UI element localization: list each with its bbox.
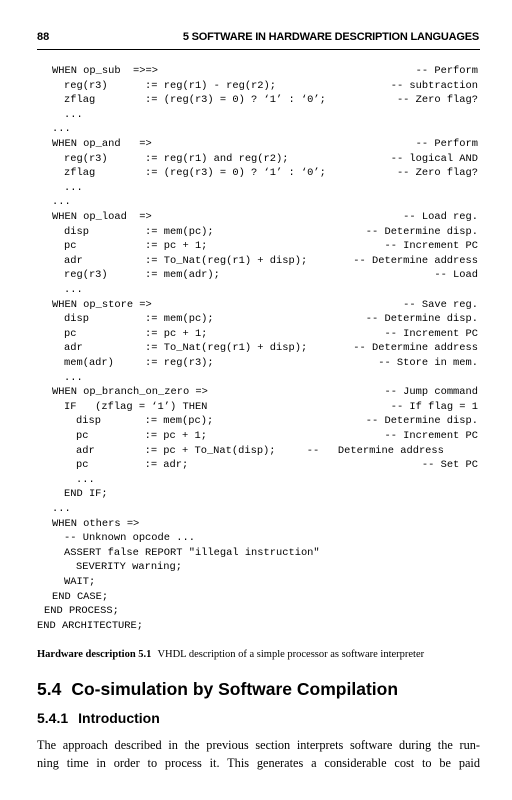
code-line bbox=[0, 268, 512, 283]
section-heading bbox=[37, 679, 398, 700]
code-statement: zflag := (reg(r3) = 0) ? ‘1’ : ‘0’; bbox=[64, 94, 326, 107]
code-line bbox=[0, 152, 512, 167]
code-statement: WHEN op_and => bbox=[52, 138, 152, 150]
code-statement: ... bbox=[64, 181, 83, 194]
code-statement: WHEN others => bbox=[52, 517, 140, 530]
code-line bbox=[0, 575, 512, 590]
code-line bbox=[0, 502, 512, 517]
code-statement: ... bbox=[76, 473, 95, 486]
code-statement: WAIT; bbox=[64, 576, 96, 588]
code-statement: END PROCESS; bbox=[44, 605, 119, 618]
code-line bbox=[0, 64, 512, 79]
code-statement: reg(r3) := mem(adr); bbox=[64, 269, 220, 282]
code-line bbox=[0, 341, 512, 356]
code-statement: disp := mem(pc); bbox=[64, 225, 214, 238]
code-statement: SEVERITY warning; bbox=[76, 561, 183, 574]
code-line bbox=[0, 473, 512, 488]
caption-text: VHDL description of a simple processor as software interpreter bbox=[157, 649, 425, 660]
code-statement: ... bbox=[52, 123, 71, 136]
code-line bbox=[0, 546, 512, 561]
code-comment: -- Determine disp. bbox=[365, 415, 478, 428]
code-line bbox=[0, 531, 512, 546]
code-statement: pc := pc + 1; bbox=[64, 327, 208, 340]
code-statement: pc := adr; bbox=[76, 459, 189, 472]
code-comment: -- Determine disp. bbox=[365, 225, 478, 238]
section-title: Co-simulation by Software Compilation bbox=[71, 679, 399, 699]
running-head: 5 SOFTWARE IN HARDWARE DESCRIPTION LANGUAGES bbox=[182, 31, 479, 43]
code-line bbox=[0, 181, 512, 196]
code-line bbox=[0, 93, 512, 108]
code-statement: ASSERT false REPORT "illegal instruction" bbox=[64, 546, 320, 559]
figure-caption bbox=[37, 649, 487, 660]
header-rule bbox=[37, 49, 480, 50]
code-statement: IF (zflag = ‘1’) THEN bbox=[64, 400, 208, 413]
code-statement: reg(r3) := reg(r1) and reg(r2); bbox=[64, 152, 289, 165]
code-line bbox=[0, 517, 512, 532]
code-statement: adr := To_Nat(reg(r1) + disp); bbox=[64, 342, 308, 355]
code-statement: -- Unknown opcode ... bbox=[64, 532, 195, 545]
code-comment: -- Determine disp. bbox=[365, 313, 478, 326]
code-statement: END CASE; bbox=[52, 590, 109, 603]
code-statement: zflag := (reg(r3) = 0) ? ‘1’ : ‘0’; bbox=[64, 167, 326, 180]
code-statement: END IF; bbox=[64, 488, 108, 501]
code-line bbox=[0, 487, 512, 502]
code-line bbox=[0, 79, 512, 94]
code-line bbox=[0, 254, 512, 269]
code-statement: ... bbox=[64, 371, 83, 384]
code-line bbox=[0, 560, 512, 575]
caption-label: Hardware description 5.1 bbox=[37, 649, 152, 660]
subsection-heading bbox=[37, 710, 160, 726]
code-comment: -- Set PC bbox=[421, 459, 478, 472]
code-comment: -- Save reg. bbox=[403, 298, 478, 311]
code-line bbox=[0, 619, 512, 634]
code-comment: -- Increment PC bbox=[384, 240, 478, 253]
code-statement: disp := mem(pc); bbox=[76, 415, 214, 428]
page-number: 88 bbox=[37, 31, 50, 43]
code-statement: mem(adr) := reg(r3); bbox=[64, 357, 214, 369]
code-line bbox=[0, 327, 512, 342]
code-line bbox=[0, 604, 512, 619]
subsection-number: 5.4.1 bbox=[37, 710, 69, 726]
code-comment: -- Store in mem. bbox=[378, 357, 478, 369]
code-statement: ... bbox=[52, 503, 71, 515]
code-line bbox=[0, 458, 512, 473]
code-statement: ... bbox=[52, 196, 71, 209]
code-statement: WHEN op_store => bbox=[52, 298, 152, 311]
code-line bbox=[0, 298, 512, 313]
code-line bbox=[0, 166, 512, 181]
code-comment: -- Load reg. bbox=[403, 211, 478, 223]
code-line bbox=[0, 429, 512, 444]
code-line bbox=[0, 137, 512, 152]
code-line bbox=[0, 283, 512, 298]
code-statement: adr := pc + To_Nat(disp); -- Determine address bbox=[76, 444, 444, 457]
code-statement: ... bbox=[64, 284, 83, 296]
code-comment: -- Load bbox=[434, 269, 478, 282]
code-line bbox=[0, 122, 512, 137]
code-line bbox=[0, 371, 512, 386]
code-comment: -- Jump command bbox=[384, 386, 478, 399]
body-text-line: The approach described in the previous section interprets software during the run- bbox=[37, 738, 480, 752]
code-line bbox=[0, 414, 512, 429]
code-line bbox=[0, 400, 512, 415]
code-statement: WHEN op_load => bbox=[52, 211, 152, 223]
code-line bbox=[0, 444, 512, 459]
code-comment: -- logical AND bbox=[390, 152, 478, 165]
body-text-line: ning time in order to process it. This generates a considerable cost to be paid bbox=[37, 756, 480, 770]
code-statement: reg(r3) := reg(r1) - reg(r2); bbox=[64, 79, 277, 92]
page-header bbox=[37, 31, 479, 47]
code-statement: ... bbox=[64, 108, 83, 121]
code-statement: adr := To_Nat(reg(r1) + disp); bbox=[64, 254, 308, 267]
subsection-title: Introduction bbox=[78, 710, 160, 726]
code-comment: -- Determine address bbox=[353, 254, 478, 267]
code-line bbox=[0, 239, 512, 254]
code-statement: WHEN op_sub =>=> bbox=[52, 65, 159, 77]
section-number: 5.4 bbox=[37, 679, 62, 699]
code-line bbox=[0, 385, 512, 400]
code-line bbox=[0, 195, 512, 210]
code-line bbox=[0, 590, 512, 605]
code-comment: -- Perform bbox=[415, 138, 478, 150]
code-comment: -- Zero flag? bbox=[396, 167, 478, 180]
code-statement: disp := mem(pc); bbox=[64, 313, 214, 326]
code-line bbox=[0, 356, 512, 371]
code-statement: END ARCHITECTURE; bbox=[37, 619, 144, 632]
code-comment: -- Increment PC bbox=[384, 327, 478, 340]
code-comment: -- Zero flag? bbox=[396, 94, 478, 107]
code-line bbox=[0, 210, 512, 225]
code-line bbox=[0, 312, 512, 327]
code-line bbox=[0, 225, 512, 240]
code-comment: -- Increment PC bbox=[384, 430, 478, 442]
code-comment: -- Determine address bbox=[353, 342, 478, 355]
code-comment: -- Perform bbox=[415, 65, 478, 77]
code-comment: -- subtraction bbox=[390, 79, 478, 92]
code-statement: pc := pc + 1; bbox=[76, 430, 207, 442]
code-comment: -- If flag = 1 bbox=[390, 400, 478, 413]
code-statement: WHEN op_branch_on_zero => bbox=[52, 386, 208, 399]
code-statement: pc := pc + 1; bbox=[64, 240, 208, 253]
code-line bbox=[0, 108, 512, 123]
